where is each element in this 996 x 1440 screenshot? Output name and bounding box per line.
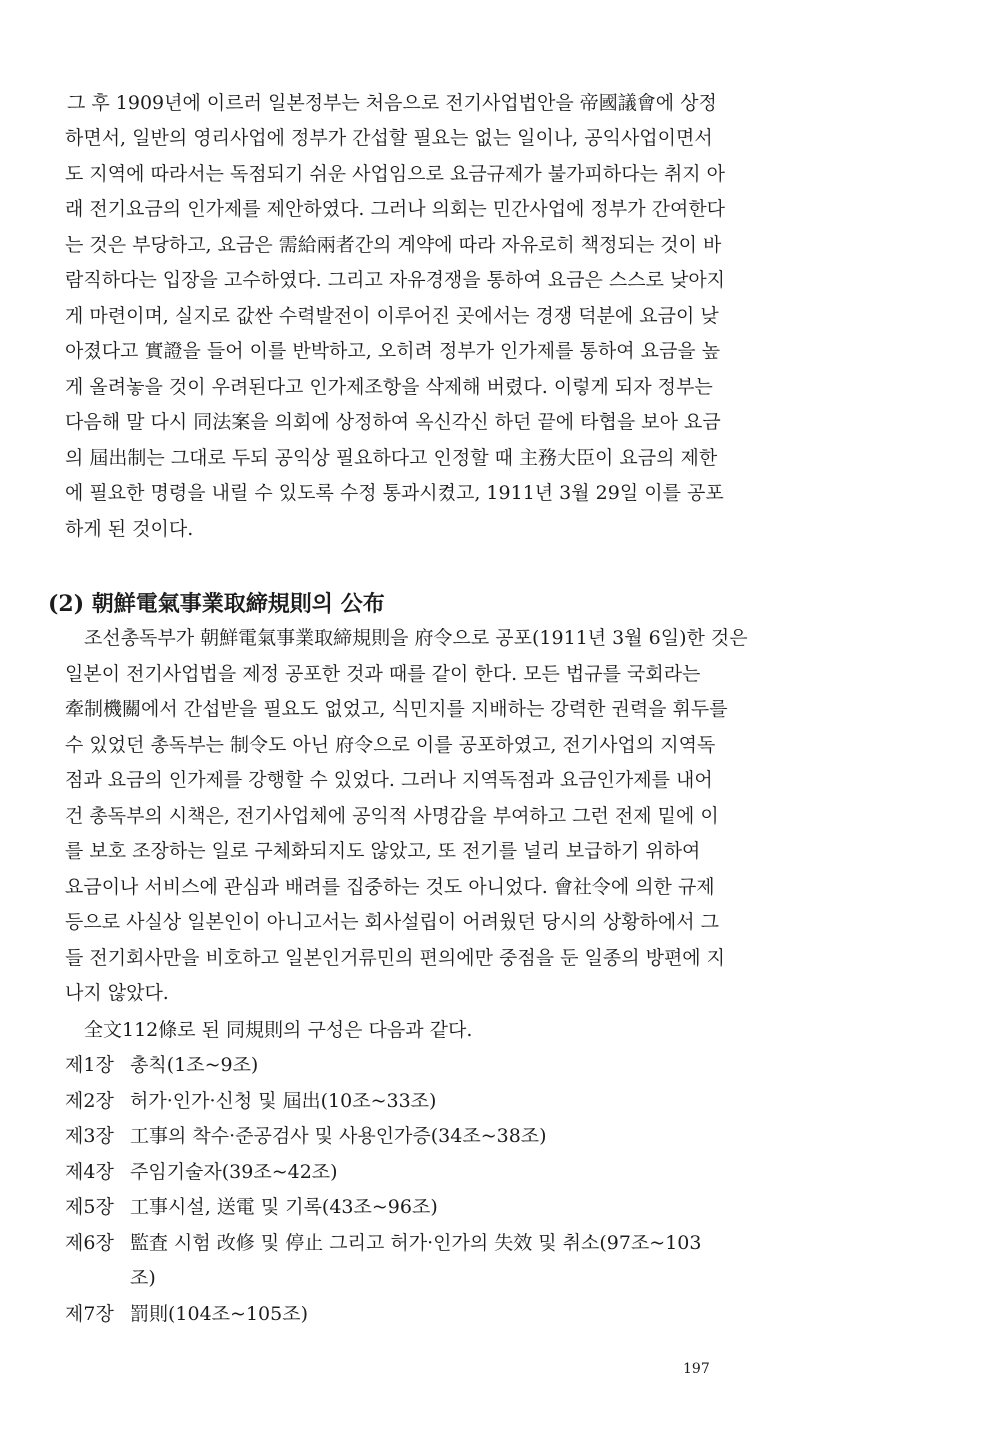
chapter-title: 工事시설, 送電 및 기록(43조~96조) (130, 1196, 438, 1218)
paragraph-1-line: 하게 된 것이다. (65, 518, 194, 540)
paragraph-1-line: 그 후 1909년에 이르러 일본정부는 처음으로 전기사업법안을 帝國議會에 상정 (67, 92, 717, 114)
paragraph-2-line: 나지 않았다. (65, 982, 169, 1004)
chapter-number: 제3장 (65, 1125, 114, 1147)
paragraph-2-line: 요금이나 서비스에 관심과 배려를 집중하는 것도 아니었다. 會社令에 의한 규제 (65, 876, 715, 898)
chapter-title: 주임기술자(39조~42조) (130, 1161, 338, 1183)
paragraph-2-line: 일본이 전기사업법을 제정 공포한 것과 때를 같이 한다. 모든 법규를 국회라는 (65, 663, 701, 685)
chapter-number: 제2장 (65, 1090, 114, 1112)
chapter-title: 罰則(104조~105조) (130, 1303, 308, 1325)
paragraph-2-line: 조선총독부가 朝鮮電氣事業取締規則을 府令으로 공포(1911년 3월 6일)한 것은 (84, 627, 748, 649)
chapter-number: 제6장 (65, 1232, 114, 1254)
paragraph-1-line: 의 屆出制는 그대로 두되 공익상 필요하다고 인정할 때 主務大臣이 요금의 제한 (65, 447, 718, 469)
paragraph-1-line: 게 마련이며, 실지로 값싼 수력발전이 이루어진 곳에서는 경쟁 덕분에 요금이 낮 (65, 305, 719, 327)
paragraph-2-line: 등으로 사실상 일본인이 아니고서는 회사설립이 어려웠던 당시의 상황하에서 그 (65, 911, 720, 933)
paragraph-1-line: 람직하다는 입장을 고수하였다. 그리고 자유경쟁을 통하여 요금은 스스로 낮아지 (65, 269, 726, 291)
chapter-title-continuation: 조) (130, 1267, 156, 1289)
page-number: 197 (683, 1361, 710, 1377)
paragraph-2-line: 를 보호 조장하는 일로 구체화되지도 않았고, 또 전기를 널리 보급하기 위하여 (65, 840, 701, 862)
section-heading: (2) 朝鮮電氣事業取締規則의 公布 (48, 591, 385, 617)
paragraph-1-line: 게 올려놓을 것이 우려된다고 인가제조항을 삭제해 버렸다. 이렇게 되자 정부는 (65, 376, 713, 398)
chapter-number: 제1장 (65, 1054, 114, 1076)
chapter-title: 허가·인가·신청 및 屆出(10조~33조) (130, 1090, 437, 1112)
paragraph-2-line: 수 있었던 총독부는 制令도 아닌 府令으로 이를 공포하였고, 전기사업의 지역독 (65, 734, 716, 756)
chapter-title: 총칙(1조~9조) (130, 1054, 259, 1076)
chapter-number: 제7장 (65, 1303, 114, 1325)
chapter-title: 監査 시험 改修 및 停止 그리고 허가·인가의 失效 및 취소(97조~103 (130, 1232, 702, 1254)
paragraph-1-line: 다음해 말 다시 同法案을 의회에 상정하여 옥신각신 하던 끝에 타협을 보아 요금 (65, 411, 721, 433)
paragraph-1-line: 는 것은 부당하고, 요금은 需給兩者간의 계약에 따라 자유로히 책정되는 것이 바 (65, 234, 722, 256)
paragraph-1-line: 아졌다고 實證을 들어 이를 반박하고, 오히려 정부가 인가제를 통하여 요금을 높 (65, 340, 721, 362)
paragraph-2-line: 들 전기회사만을 비호하고 일본인거류민의 편의에만 중점을 둔 일종의 방편에 지 (65, 947, 726, 969)
chapter-number: 제5장 (65, 1196, 114, 1218)
chapter-title: 工事의 착수·준공검사 및 사용인가증(34조~38조) (130, 1125, 547, 1147)
paragraph-2-line: 牽制機關에서 간섭받을 필요도 없었고, 식민지를 지배하는 강력한 권력을 휘두를 (65, 698, 728, 720)
paragraph-2-line: 점과 요금의 인가제를 강행할 수 있었다. 그러나 지역독점과 요금인가제를 내어 (65, 769, 713, 791)
paragraph-1-line: 하면서, 일반의 영리사업에 정부가 간섭할 필요는 없는 일이나, 공익사업이면서 (65, 127, 713, 149)
chapter-number: 제4장 (65, 1161, 114, 1183)
paragraph-1-line: 도 지역에 따라서는 독점되기 쉬운 사업임으로 요금규제가 불가피하다는 취지 아 (65, 163, 726, 185)
toc-intro: 全文112條로 된 同規則의 구성은 다음과 같다. (84, 1019, 473, 1041)
paragraph-1-line: 에 필요한 명령을 내릴 수 있도록 수정 통과시켰고, 1911년 3월 29일 이를 공포 (65, 482, 724, 504)
paragraph-2-line: 건 총독부의 시책은, 전기사업체에 공익적 사명감을 부여하고 그런 전제 밑에 이 (65, 805, 719, 827)
paragraph-1-line: 래 전기요금의 인가제를 제안하였다. 그러나 의회는 민간사업에 정부가 간여한다 (65, 198, 726, 220)
